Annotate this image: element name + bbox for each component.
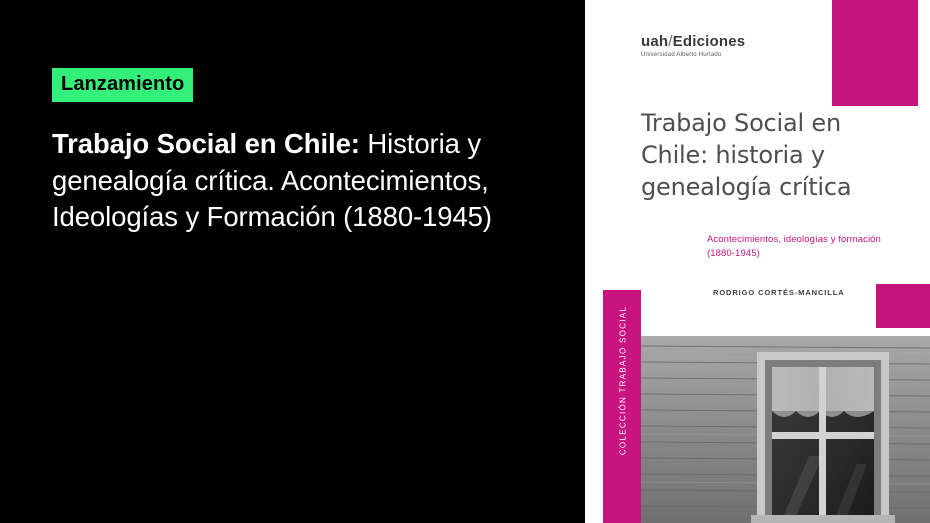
publisher-imprint: Ediciones	[672, 33, 746, 50]
cover-accent-block-top	[832, 0, 918, 106]
publisher-name: uah	[641, 33, 669, 50]
cover-collection-label: COLECCIÓN TRABAJO SOCIAL	[618, 305, 628, 456]
cover-subtitle	[707, 233, 917, 262]
cover-author: RODRIGO CORTÉS-MANCILLA	[713, 288, 845, 297]
cover-subtitle-line-1: Acontecimientos, ideologías y formación	[707, 234, 881, 245]
page-title-strong: Trabajo Social en Chile:	[52, 128, 360, 159]
cover-subtitle-line-2: (1880-1945)	[707, 248, 760, 260]
cover-accent-block-mid	[876, 284, 930, 328]
publisher-slash: /	[668, 33, 673, 50]
cover-spine-strip	[603, 290, 641, 523]
page-title-rest: Historia y genealogía crítica. Acontecimientos, Ideologías y Formación (1880-1945)	[52, 128, 492, 233]
cover-title: Trabajo Social en Chile: historia y genealogía crítica	[641, 109, 852, 201]
publisher-university: Universidad Alberto Hurtado	[641, 51, 722, 58]
book-cover-image	[585, 0, 930, 523]
publisher-logo	[641, 34, 745, 58]
status-badge: Lanzamiento	[52, 68, 193, 102]
page-title	[52, 126, 562, 236]
cover-photograph	[641, 336, 930, 523]
